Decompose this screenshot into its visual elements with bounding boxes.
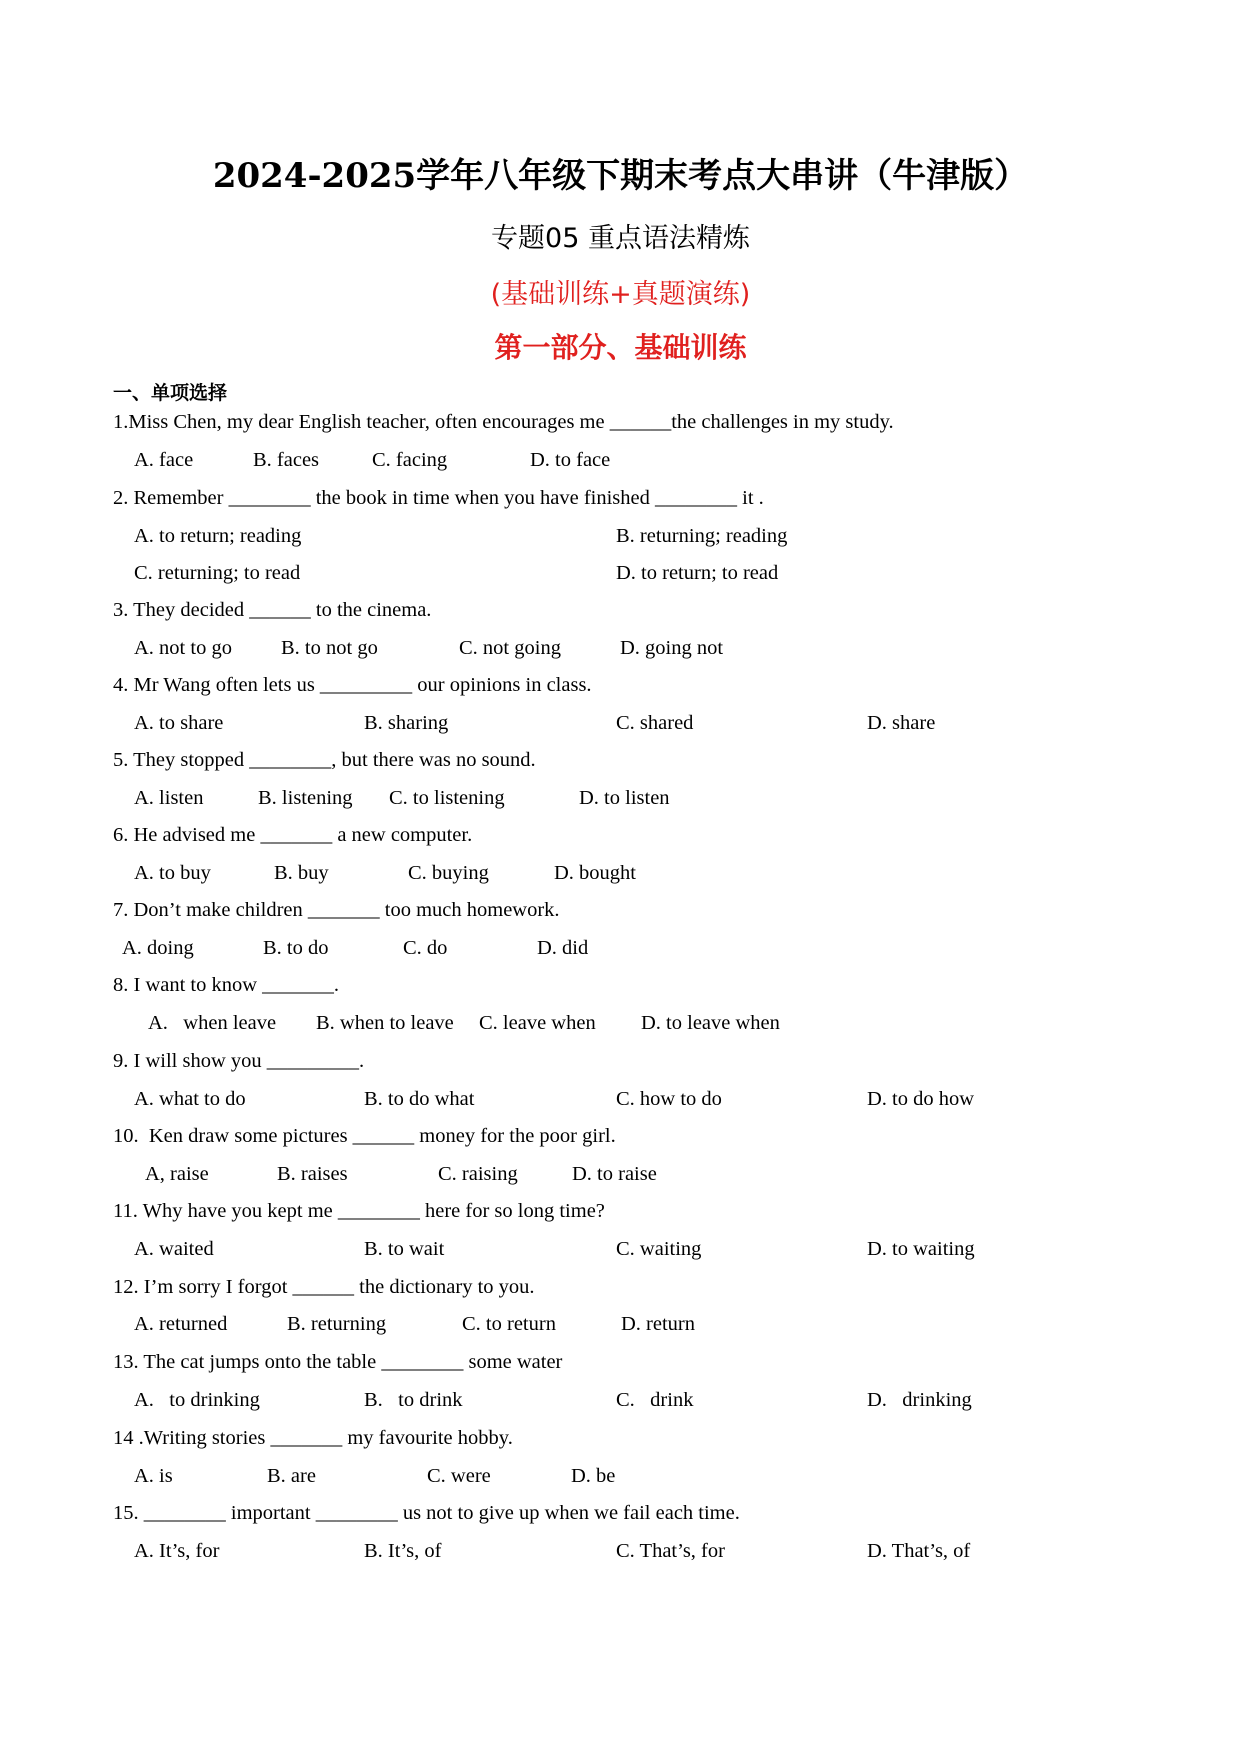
question-9: 9. I will show you _________. [113, 1050, 365, 1072]
option-13d: D. drinking [867, 1389, 972, 1411]
question-15: 15. ________ important ________ us not to give up when we fail each time. [113, 1502, 740, 1524]
option-8b: B. when to leave [316, 1012, 454, 1034]
question-7: 7. Don’t make children _______ too much homework. [113, 899, 560, 921]
option-8a: A. when leave [148, 1012, 277, 1034]
option-11a: A. waited [134, 1238, 214, 1260]
option-12a: A. returned [134, 1313, 228, 1335]
question-11: 11. Why have you kept me ________ here for so long time? [113, 1200, 605, 1222]
option-9c: C. how to do [616, 1088, 722, 1110]
option-2a: A. to return; reading [134, 525, 302, 547]
option-6a: A. to buy [134, 862, 211, 884]
option-7a: A. doing [122, 937, 194, 959]
option-3c: C. not going [459, 637, 561, 659]
question-6: 6. He advised me _______ a new computer. [113, 824, 473, 846]
question-2: 2. Remember ________ the book in time when you have finished ________ it . [113, 487, 764, 509]
question-3: 3. They decided ______ to the cinema. [113, 599, 432, 621]
option-15d: D. That’s, of [867, 1540, 971, 1562]
option-8c: C. leave when [479, 1012, 596, 1034]
option-9d: D. to do how [867, 1088, 975, 1110]
option-6b: B. buy [274, 862, 329, 884]
option-3a: A. not to go [134, 637, 232, 659]
option-5d: D. to listen [579, 787, 670, 809]
option-11d: D. to waiting [867, 1238, 975, 1260]
option-7b: B. to do [263, 937, 329, 959]
question-13: 13. The cat jumps onto the table ________ some water [113, 1351, 563, 1373]
option-7c: C. do [403, 937, 448, 959]
option-1a: A. face [134, 449, 194, 471]
option-14a: A. is [134, 1465, 173, 1487]
option-14c: C. were [427, 1465, 491, 1487]
option-10a: A, raise [145, 1163, 209, 1185]
option-15b: B. It’s, of [364, 1540, 442, 1562]
option-13b: B. to drink [364, 1389, 463, 1411]
question-14: 14 .Writing stories _______ my favourite hobby. [113, 1427, 513, 1449]
option-4a: A. to share [134, 712, 224, 734]
option-12b: B. returning [287, 1313, 387, 1335]
option-6c: C. buying [408, 862, 489, 884]
option-10d: D. to raise [572, 1163, 657, 1185]
option-9a: A. what to do [134, 1088, 246, 1110]
option-8d: D. to leave when [641, 1012, 780, 1034]
option-13c: C. drink [616, 1389, 694, 1411]
option-12c: C. to return [462, 1313, 556, 1335]
option-2c: C. returning; to read [134, 562, 301, 584]
option-2b: B. returning; reading [616, 525, 788, 547]
option-3b: B. to not go [281, 637, 378, 659]
option-9b: B. to do what [364, 1088, 475, 1110]
option-4d: D. share [867, 712, 936, 734]
document-subtitle: 专题05 重点语法精炼 [491, 223, 750, 254]
option-6d: D. bought [554, 862, 636, 884]
option-1c: C. facing [372, 449, 448, 471]
option-12d: D. return [621, 1313, 696, 1335]
part-heading: 第一部分、基础训练 [494, 331, 747, 364]
option-5c: C. to listening [389, 787, 505, 809]
option-4b: B. sharing [364, 712, 449, 734]
question-4: 4. Mr Wang often lets us _________ our opinions in class. [113, 674, 592, 696]
option-10c: C. raising [438, 1163, 518, 1185]
option-14d: D. be [571, 1465, 616, 1487]
option-14b: B. are [267, 1465, 316, 1487]
question-5: 5. They stopped ________, but there was no sound. [113, 749, 536, 771]
option-1b: B. faces [253, 449, 320, 471]
section-heading: 一、单项选择 [113, 382, 228, 404]
question-1: 1.Miss Chen, my dear English teacher, often encourages me ______the challenges in my study. [113, 411, 894, 433]
option-7d: D. did [537, 937, 589, 959]
document-title: 2024-2025学年八年级下期末考点大串讲（牛津版） [212, 156, 1029, 196]
option-11c: C. waiting [616, 1238, 702, 1260]
option-5a: A. listen [134, 787, 204, 809]
option-2d: D. to return; to read [616, 562, 779, 584]
question-10: 10. Ken draw some pictures ______ money for the poor girl. [113, 1125, 616, 1147]
option-15c: C. That’s, for [616, 1540, 725, 1562]
document-tag: (基础训练+真题演练) [490, 279, 751, 310]
option-15a: A. It’s, for [134, 1540, 220, 1562]
option-1d: D. to face [530, 449, 611, 471]
option-11b: B. to wait [364, 1238, 445, 1260]
question-12: 12. I’m sorry I forgot ______ the dictionary to you. [113, 1276, 535, 1298]
question-8: 8. I want to know _______. [113, 974, 340, 996]
option-10b: B. raises [277, 1163, 348, 1185]
option-13a: A. to drinking [134, 1389, 260, 1411]
option-3d: D. going not [620, 637, 724, 659]
option-5b: B. listening [258, 787, 353, 809]
option-4c: C. shared [616, 712, 694, 734]
